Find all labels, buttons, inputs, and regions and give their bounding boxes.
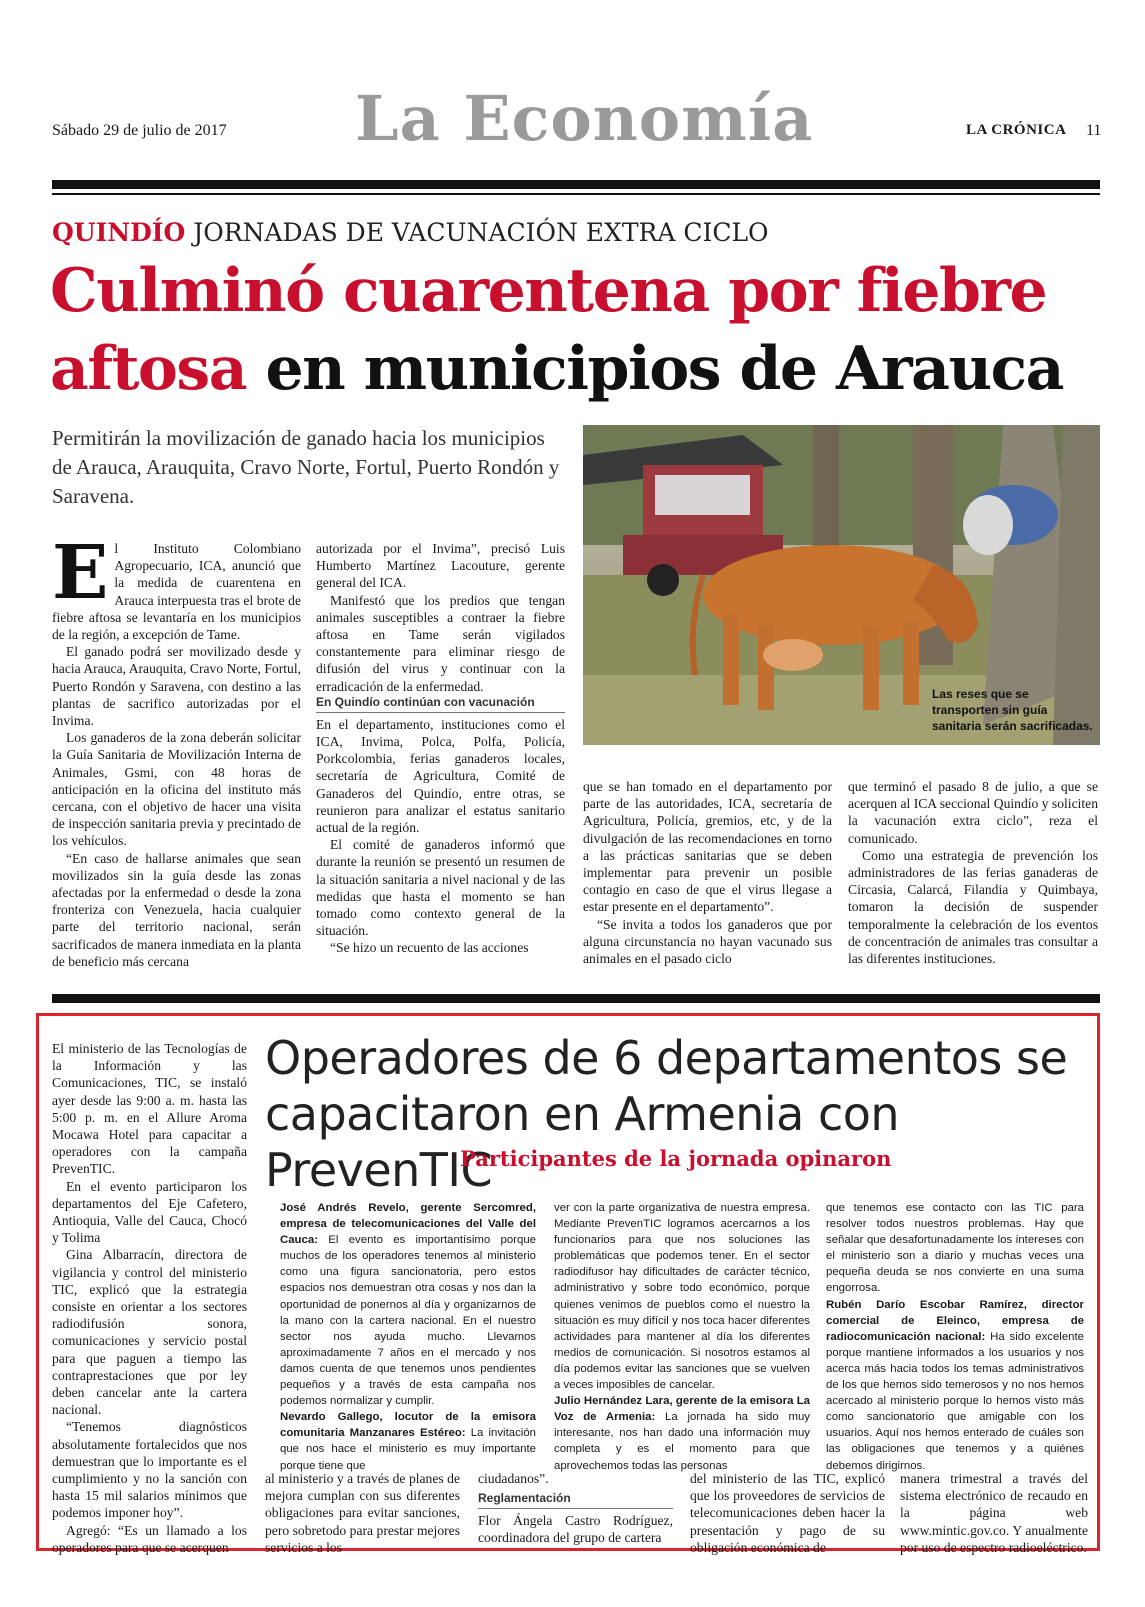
header-rule-thin [52, 193, 1100, 195]
drop-cap: E [52, 530, 109, 616]
paragraph: El comité de ganaderos informó que durante la reunión se presentó un resumen de la situación sanitaria a nivel nacional y de las medidas que hasta el momento se han tomado como contexto general de la situación. [316, 837, 565, 939]
paragraph: El ganado podrá ser movilizado desde y hacia Arauca, Arauquita, Cravo Norte, Fortul, Puerto Rondón y Saravena, con destino a las plantas de sacrifico autorizadas por el Invima. [52, 644, 301, 729]
speaker-name: José Andrés Revelo, gerente Sercomred, empresa de telecomunicaciones del Valle del Cauca: [280, 1202, 536, 1247]
headline-line-1: Culminó cuarentena por fiebre [50, 256, 1047, 326]
newspaper-name: LA CRÓNICA [966, 122, 1067, 138]
opinion-paragraph [280, 1200, 536, 1409]
box-bottom-column-4 [900, 1470, 1088, 1556]
box-subheadline: Participantes de la jornada opinaron [460, 1146, 892, 1171]
paragraph: “Tenemos diagnósticos absolutamente fortalecidos que nos demuestran que lo importante es el cumplimiento y no la sanción con hasta 15 mil salarios mínimos que podemos imponer hoy”. [52, 1419, 247, 1521]
article-subhead: En Quindío continúan con vacunación [316, 694, 535, 709]
kicker-topic: JORNADAS DE VACUNACIÓN EXTRA CICLO [193, 218, 769, 247]
opinion-text: El evento es importantísimo porque muchos de los operadores tenemos al ministerio como una figura sancionatoria, pero estos espacios nos demuestran otra cosas y nos dan la oportunidad de ponernos al día y organizarnos de la mano con la cartera nacional. En el nuestro sector nos ayuda mucho. Llevamos aproximadamente 7 años en el mercado y nos damos cuenta de que tenemos unos pendientes pequeños y a través de esta campaña nos podemos normalizar y cumplir. [280, 1234, 536, 1408]
paragraph: “Se invita a todos los ganaderos que por alguna circunstancia no hayan vacunado sus animales en el pasado ciclo [583, 916, 832, 967]
opinion-paragraph [280, 1409, 536, 1473]
headline-red-word: aftosa [50, 334, 247, 404]
paragraph: l Instituto Colombiano Agropecuario, ICA, anunció que la medida de cuarentena en Arauca interpuesta tras el brote de fiebre aftosa se levantaría en los municipios de la región, a excepción de Tame. [52, 541, 301, 643]
box-bottom-subhead: Reglamentación [478, 1491, 571, 1506]
paragraph: En el evento participaron los departamentos del Eje Cafetero, Antioquia, Valle del Cauca, Chocó y Tolima [52, 1178, 247, 1246]
photo-caption: Las reses que se transporten sin guía sanitaria serán sacrificadas. [932, 687, 1093, 733]
section-title: La Economía [355, 82, 814, 155]
speaker-name: Rubén Darío Escobar Ramírez, director comercial de Eleinco, empresa de radiocomunicación nacional: [826, 1298, 1084, 1343]
opinion-paragraph [826, 1297, 1084, 1474]
article-deck: Permitirán la movilización de ganado hacia los municipios de Arauca, Arauquita, Cravo Norte, Fortul, Puerto Rondón y Saravena. [52, 426, 560, 508]
paragraph: ciudadanos”. [478, 1471, 549, 1486]
article-column-1 [52, 530, 301, 970]
opinions-column-3 [826, 1200, 1084, 1474]
header-rule [52, 180, 1100, 189]
opinions-column-1 [280, 1200, 536, 1474]
opinion-text: La jornada ha sido muy interesante, nos han dado una información muy completa y es el momento para que aprovechemos todas las personas [554, 1411, 810, 1472]
kicker-place: QUINDÍO [52, 218, 186, 247]
subhead-rule [316, 712, 565, 713]
opinion-paragraph: ver con la parte organizativa de nuestra empresa. Mediante PrevenTIC logramos acercarnos a los funcionarios para que nos soluciones las problemáticas que podemos tener. En el sector radiodifusor hay dificultades de carácter técnico, administrativo y sobre todo económico, porque quienes venimos de pueblos como el nuestro la situación es muy difícil y nos toca hacer diferentes actividades para mantener al día los diferentes medios de comunicación. Si nosotros estamos al día podemos evitar las sanciones que se vuelven a veces imposibles de cancelar. [554, 1202, 810, 1392]
paragraph: autorizada por el Invima”, precisó Luis Humberto Martínez Lacouture, gerente general del ICA. [316, 541, 565, 591]
opinion-paragraph [554, 1393, 810, 1473]
headline-black-part: en municipios de Arauca [265, 334, 1064, 404]
opinion-paragraph: que tenemos ese contacto con las TIC para resolver todos nuestros problemas. Hay que señalar que desafortunadamente los intereses con el ministerio son a diario y muchas veces una pequeña deuda se nos convierte en una suma engorrosa. [826, 1202, 1084, 1295]
opinion-text: Ha sido excelente porque mantiene informados a los usuarios y nos acerca más hacia todos los temas administrativos de los que hemos sido temerosos y no nos hemos acercado al ministerio porque lo hemos visto más como sancionatorio que amigable con los usuarios. Aquí nos hemos enterado de cuáles son las obligaciones que tenemos y a quiénes debemos dirigirnos. [826, 1330, 1084, 1472]
subhead-rule [478, 1508, 673, 1509]
box-headline: Operadores de 6 departamentos se capacitaron en Armenia con PrevenTIC [265, 1031, 1068, 1197]
paragraph: Gina Albarracín, directora de vigilancia y control del ministerio TIC, explicó que la estrategia consiste en orientar a los sectores radiodifusión sonora, comunicaciones y servicio postal para que paguen a tiempo las contraprestaciones que por ley deben cancelar ante la cartera nacional. [52, 1247, 247, 1418]
page-number: 11 [1086, 122, 1102, 139]
paragraph: El ministerio de las Tecnologías de la Información y las Comunicaciones, TIC, se instaló ayer desde las 9:00 a. m. hasta las 5:00 p. m. en el Allure Aroma Mocawa Hotel para capacitar a operadores con la campaña PrevenTIC. [52, 1041, 247, 1177]
paragraph: Los ganaderos de la zona deberán solicitar la Guía Sanitaria de Movilización Interna de Animales, Gsmi, con 48 horas de anticipación en la oficina del instituto más cercana, con el objetivo de hacer una visita de inspección sanitaria previa y precintado de los vehículos. [52, 730, 301, 849]
article-column-2 [316, 540, 565, 957]
paragraph: que terminó el pasado 8 de julio, a que se acerquen al ICA seccional Quindío y soliciten la vacunación extra ciclo”, reza el comunicado. [848, 779, 1098, 846]
opinion-text: La invitación que nos hace el ministerio es muy importante porque tiene que [280, 1427, 536, 1472]
paragraph: Agregó: “Es un llamado a los operadores para que se acerquen [52, 1522, 247, 1555]
article-column-4 [848, 778, 1098, 967]
paragraph: En el departamento, instituciones como el ICA, Invima, Polca, Polfa, Policía, Porkcolombia, ferias ganaderos locales, secretaría de Agricultura, Comité de Ganaderos del Quindío, entre otras, se reunieron para analizar el estatus sanitario actual de la región. [316, 716, 565, 836]
article-headline [50, 252, 1110, 408]
section-divider [52, 994, 1100, 1003]
headline-line-2 [50, 330, 1110, 408]
opinions-column-2 [554, 1200, 810, 1474]
article-column-3 [583, 778, 832, 967]
speaker-name: Nevardo Gallego, locutor de la emisora comunitaria Manzanares Estéreo: [280, 1411, 536, 1440]
paragraph: manera trimestral a través del sistema electrónico de recaudo en la página web www.mintic.gov.co. Y anualmente por uso de espectro radioeléctrico. [900, 1471, 1088, 1555]
paragraph: Manifestó que los predios que tengan animales susceptibles a contraer la fiebre aftosa en Tame serán vigilados constantemente para eliminar riesgo de difusión del virus y continuar con la erradicación de la enfermedad. [316, 592, 565, 694]
issue-date: Sábado 29 de julio de 2017 [52, 122, 227, 139]
paragraph: “Se hizo un recuento de las acciones [330, 940, 529, 956]
box-bottom-column-2 [478, 1470, 673, 1547]
paragraph: Flor Ángela Castro Rodríguez, coordinadora del grupo de cartera [478, 1513, 673, 1546]
paragraph: “En caso de hallarse animales que sean movilizados sin la guía desde las zonas afectadas por la enfermedad o desde la zona fronteriza con Venezuela, hacia cualquier parte del territorio nacional, serán sacrificados de manera inmediata en la planta de beneficio más cercana [52, 850, 301, 969]
paragraph: que se han tomado en el departamento por parte de las autoridades, ICA, secretaría de Agricultura, Policía, gremios, etc, y de la divulgación de las recomendaciones en torno a las prácticas sanitarias que se deben implementar para prevenir un posible contagio en caso de que el virus llegase a estar presente en el departamento”. [583, 779, 832, 915]
article-kicker [52, 218, 769, 247]
box-bottom-column-3 [690, 1470, 885, 1556]
paragraph: del ministerio de las TIC, explicó que los proveedores de servicios de telecomunicaciones deben hacer la presentación y pago de su obligación económica de [690, 1471, 885, 1555]
paragraph: Como una estrategia de prevención los administradores de las ferias ganaderas de Circasia, Calarcá, Filandia y Quimbaya, tomaron la decisión de suspender temporalmente la celebración de los eventos de concentración de animales tras consultar a las diferentes instituciones. [848, 847, 1098, 967]
speaker-name: Julio Hernández Lara, gerente de la emisora La Voz de Armenia: [554, 1395, 810, 1424]
paragraph: al ministerio y a través de planes de mejora cumplan con sus diferentes obligaciones para evitar sanciones, pero sobretodo para prestar mejores servicios a los [265, 1471, 460, 1555]
box-left-column [52, 1040, 247, 1556]
box-bottom-column-1 [265, 1470, 460, 1556]
